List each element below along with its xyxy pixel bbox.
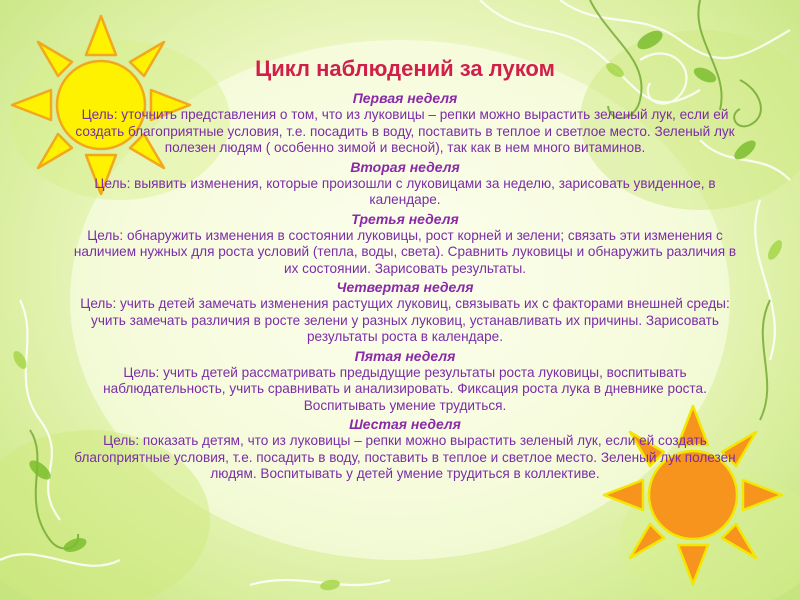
week-goal: Цель: учить детей замечать изменения растущих луковиц, связывать их с факторами внешней среды: учить замечать различия в росте зелени у разных луковиц, устанавливать их причины. Зарисовать результаты роста в календаре.	[80, 296, 730, 344]
week-title: Вторая неделя	[350, 158, 460, 175]
week-section	[60, 211, 750, 278]
page-title: Цикл наблюдений за луком	[255, 56, 555, 81]
week-goal: Цель: уточнить представления о том, что из луковицы – репки можно вырастить зеленый лук, если ей создать благоприятные условия, т.е. посадить в воду, поставить в теплое и светлое место. Зеленый лук полезен людям ( особенно зимой и весной), так как в нем много витаминов.	[75, 107, 735, 155]
week-goal: Цель: выявить изменения, которые произошли с луковицами за неделю, зарисовать увиденное, в календаре.	[94, 175, 716, 207]
week-goal: Цель: учить детей рассматривать предыдущие результаты роста луковицы, воспитывать наблюдательность, учить сравнивать и анализировать. Фиксация роста лука в дневнике роста. Воспитывать умение трудиться.	[103, 364, 707, 413]
week-goal: Цель: обнаружить изменения в состоянии луковицы, рост корней и зелени; связать эти изменения с наличием нужных для роста условий (тепла, воды, света). Сравнить луковицы и обнаружить различия в их состоянии. Зарисовать результаты.	[73, 227, 737, 276]
week-section	[60, 416, 750, 483]
week-section	[60, 159, 750, 209]
week-section	[60, 348, 750, 415]
week-title: Четвертая неделя	[336, 279, 474, 295]
week-title: Третья неделя	[351, 210, 459, 227]
week-goal: Цель: показать детям, что из луковицы – репки можно вырастить зеленый лук, если ей создать благоприятные условия, т.е. посадить в воду, поставить в теплое и светлое место. Зеленый лук полезен людям. Воспитывать у детей умение трудиться в коллективе.	[74, 433, 736, 481]
week-section	[60, 279, 750, 346]
week-title: Шестая неделя	[349, 416, 461, 432]
observation-cycle	[60, 56, 750, 483]
week-title: Пятая неделя	[354, 347, 456, 364]
week-section	[60, 90, 750, 157]
week-title: Первая неделя	[352, 90, 458, 106]
